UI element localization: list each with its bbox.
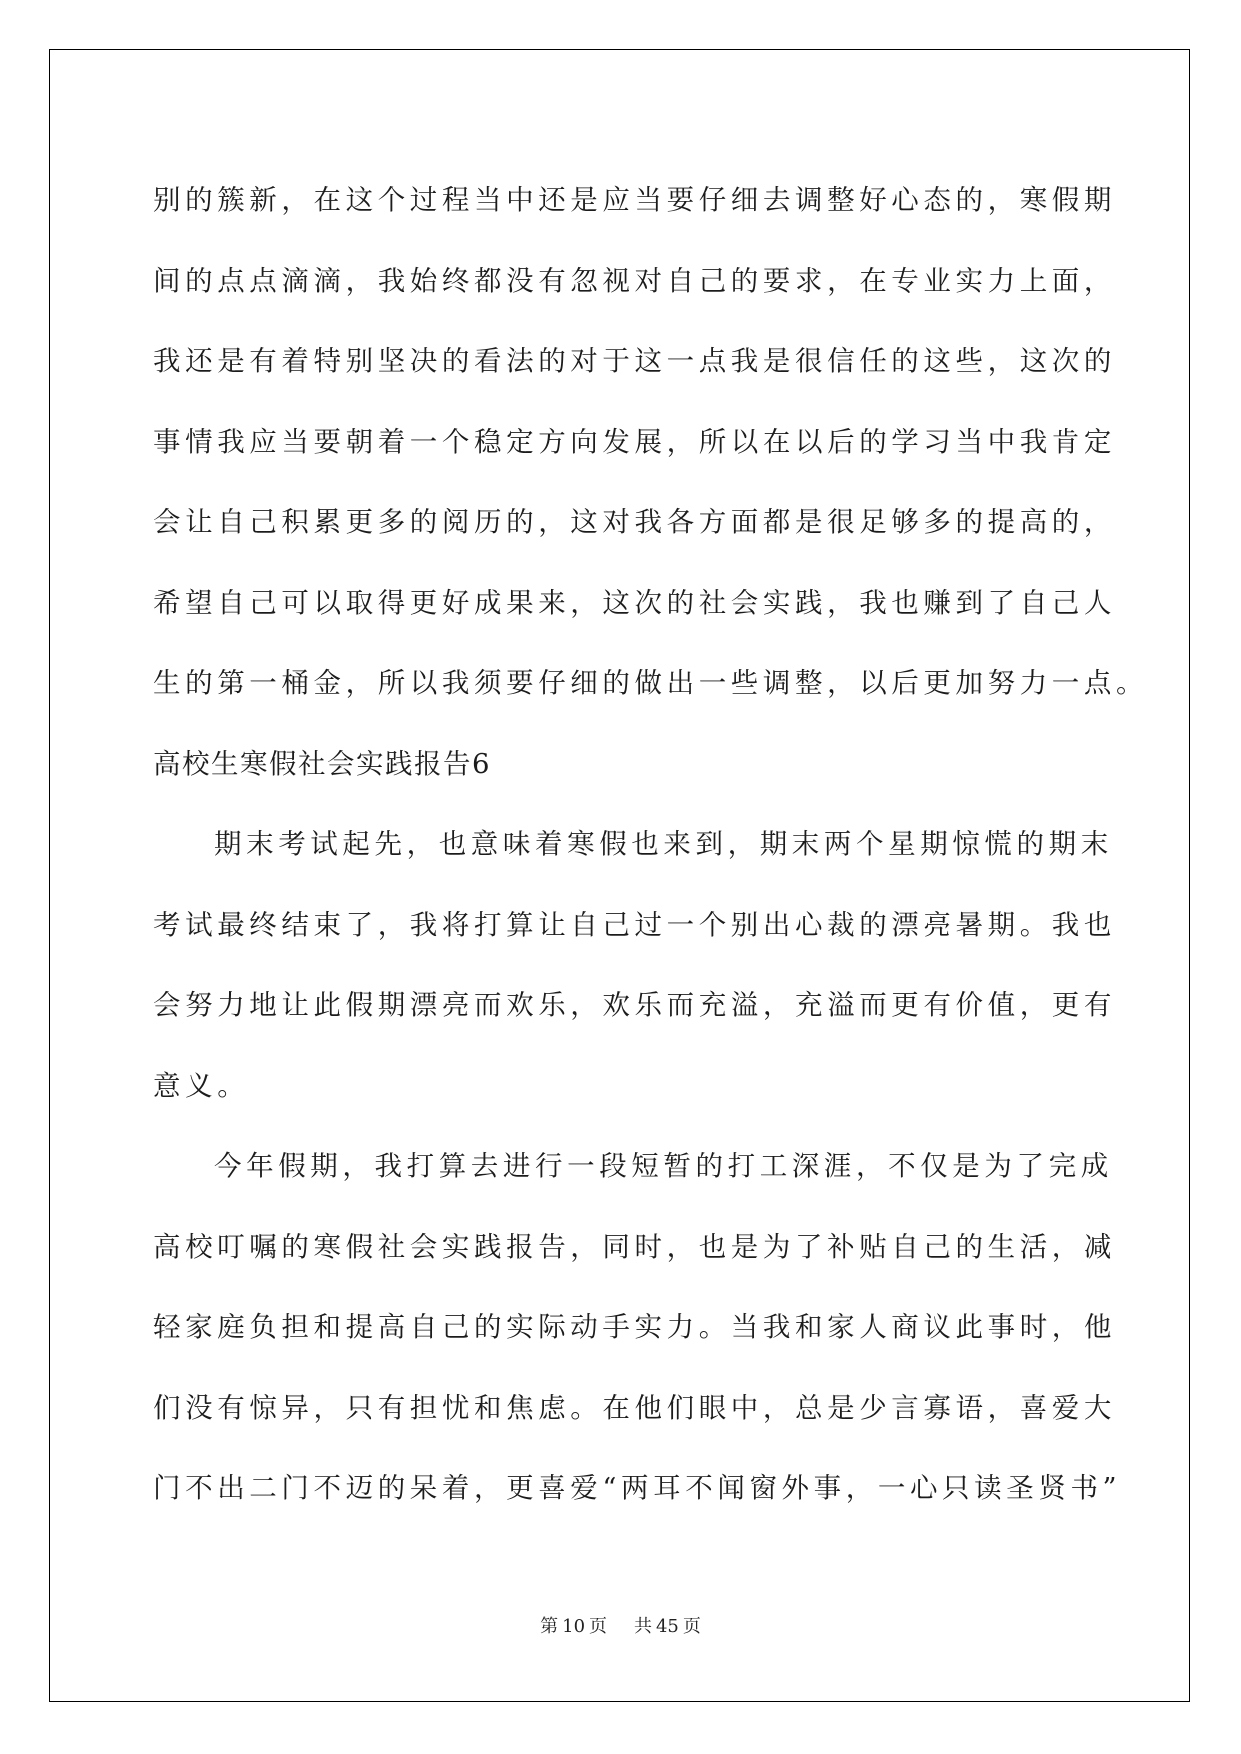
paragraph-line: 考试最终结束了，我将打算让自己过一个别出心裁的漂亮暑期。我也: [153, 908, 1116, 941]
text-line: 希望自己可以取得更好成果来，这次的社会实践，我也赚到了自己人: [153, 586, 1116, 619]
total-pages: 45: [655, 1616, 679, 1637]
section-heading: 高校生寒假社会实践报告6: [153, 747, 491, 780]
page-label-prefix: 第: [540, 1616, 559, 1637]
paragraph-line: 门不出二门不迈的呆着，更喜爱“两耳不闻窗外事，一心只读圣贤书”: [153, 1472, 1122, 1504]
paragraph-line: 会努力地让此假期漂亮而欢乐，欢乐而充溢，充溢而更有价值，更有: [153, 989, 1116, 1021]
paragraph-line: 们没有惊异，只有担忧和焦虑。在他们眼中，总是少言寡语，喜爱大: [153, 1391, 1116, 1424]
text-line: 间的点点滴滴，我始终都没有忽视对自己的要求，在专业实力上面，: [153, 264, 1116, 297]
total-suffix: 页: [682, 1616, 701, 1637]
text-line: 会让自己积累更多的阅历的，这对我各方面都是很足够多的提高的，: [153, 506, 1116, 538]
document-body: [153, 160, 1149, 1529]
text-line: 事情我应当要朝着一个稳定方向发展，所以在以后的学习当中我肯定: [153, 425, 1116, 458]
page-footer: [0, 1612, 1241, 1638]
text-line: 我还是有着特别坚决的看法的对于这一点我是很信任的这些，这次的: [153, 345, 1116, 377]
paragraph-line: 期末考试起先，也意味着寒假也来到，期末两个星期惊慌的期末: [214, 828, 1113, 860]
text-line: 生的第一桶金，所以我须要仔细的做出一些调整，以后更加努力一点。: [153, 667, 1149, 699]
paragraph-line: 意义。: [153, 1069, 250, 1102]
paragraph-line: 今年假期，我打算去进行一段短暂的打工深涯，不仅是为了完成: [214, 1150, 1113, 1182]
page-label-suffix: 页: [589, 1616, 608, 1637]
text-line: 别的簇新，在这个过程当中还是应当要仔细去调整好心态的，寒假期: [153, 184, 1116, 216]
paragraph-line: 高校叮嘱的寒假社会实践报告，同时，也是为了补贴自己的生活，减: [153, 1230, 1116, 1263]
total-prefix: 共: [633, 1616, 652, 1637]
paragraph-line: 轻家庭负担和提高自己的实际动手实力。当我和家人商议此事时，他: [153, 1311, 1116, 1343]
page-number: 10: [562, 1616, 586, 1637]
